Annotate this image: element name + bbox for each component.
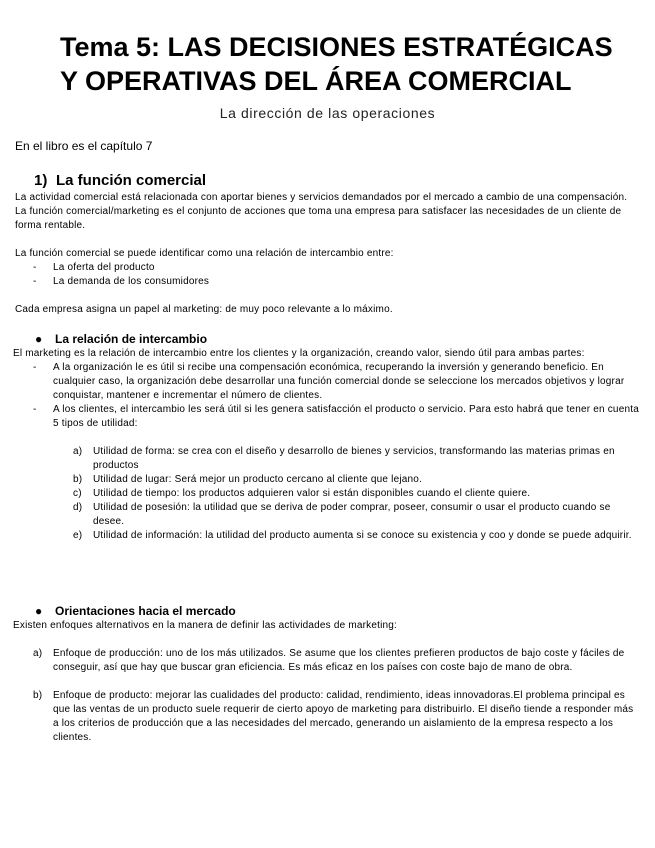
- list-item: - La oferta del producto: [33, 262, 155, 273]
- utility-types-list: [15, 445, 640, 543]
- list-item: a) Enfoque de producción: uno de los más utilizados. Se asume que los clientes prefieren productos de bajo coste y fáciles de conseguir, así que hay que buscar gran eficiencia. Es más eficaz en los países con coste bajo de mano de obra.: [33, 648, 625, 673]
- utility-beneficiaries-list: [15, 361, 640, 431]
- exchange-intro: La función comercial se puede identificar como una relación de intercambio entre:: [15, 248, 394, 259]
- section-orientaciones-mercado: [15, 604, 640, 745]
- document-subtitle: La dirección de las operaciones: [219, 105, 436, 121]
- subsection-intro: Existen enfoques alternativos en la manera de definir las actividades de marketing:: [13, 620, 398, 631]
- section-funcion-comercial: [15, 172, 640, 317]
- list-item: - A los clientes, el intercambio les será útil si les genera satisfacción el producto o servicio. Para esto habrá que tener en cuenta 5 tipos de utilidad:: [33, 404, 639, 429]
- list-item: - A la organización le es útil si recibe una compensación económica, recuperando la inversión y generando beneficio. En cualquier caso, la organización debe desarrollar una función comercial donde se seleccione los mercados objetivos y lograr conquistar, mantener e incrementar el número de clientes.: [33, 362, 625, 401]
- exchange-list: [15, 261, 640, 289]
- subsection-intro: El marketing es la relación de intercambio entre los clientes y la organización, creando valor, siendo útil para ambas partes:: [13, 348, 585, 359]
- market-orientations-list: [15, 647, 640, 745]
- chapter-note: En el libro es el capítulo 7: [15, 139, 153, 153]
- role-note: Cada empresa asigna un papel al marketing: de muy poco relevante a lo máximo.: [15, 304, 393, 315]
- dash-marker: -: [33, 404, 37, 415]
- dash-marker: -: [33, 362, 37, 373]
- subsection-heading-text: La relación de intercambio: [55, 332, 208, 346]
- section-intro: La actividad comercial está relacionada con aportar bienes y servicios demandados por el mercado a cambio de una compensación. La función comercial/marketing es el conjunto de acciones que toma una empresa para satisfacer las necesidades de un cliente de forma rentable.: [15, 192, 628, 231]
- document-title: [60, 30, 650, 98]
- list-item: b) Utilidad de lugar: Será mejor un producto cercano al cliente que lejano.: [73, 474, 423, 485]
- list-item: - La demanda de los consumidores: [33, 276, 210, 287]
- section-relacion-intercambio: [15, 332, 640, 543]
- subsection-heading-text: Orientaciones hacia el mercado: [55, 604, 236, 618]
- list-item: b) Enfoque de producto: mejorar las cualidades del producto: calidad, rendimiento, ideas innovadoras.El problema principal es que las ventas de un producto suele requerir de cierto apoyo de marketing para distribuirlo. El diseño tiende a responder más a los criterios de producción que a las necesidades del mercado, generando un aislamiento de la empresa respecto a los clientes.: [33, 690, 634, 743]
- list-item: d) Utilidad de posesión: la utilidad que se deriva de poder comprar, poseer, consumir o usar el producto cuando se desee.: [73, 502, 611, 527]
- section-heading-text: La función comercial: [56, 172, 207, 189]
- title-line-1: Tema 5: LAS DECISIONES ESTRATÉGICAS: [60, 32, 613, 62]
- subsection-heading: [15, 604, 640, 618]
- dash-marker: -: [33, 276, 37, 287]
- title-line-2: Y OPERATIVAS DEL ÁREA COMERCIAL: [60, 66, 572, 96]
- dash-marker: -: [33, 262, 37, 273]
- section-heading: [15, 172, 640, 189]
- bullet-icon: ●: [35, 332, 43, 346]
- list-item: a) Utilidad de forma: se crea con el diseño y desarrollo de bienes y servicios, transformando las materias primas en productos: [73, 446, 615, 471]
- section-number: 1): [34, 172, 48, 189]
- list-item: c) Utilidad de tiempo: los productos adquieren valor si están disponibles cuando el cliente quiere.: [73, 488, 531, 499]
- bullet-icon: ●: [35, 604, 43, 618]
- subsection-heading: [15, 332, 640, 346]
- list-item: e) Utilidad de información: la utilidad del producto aumenta si se conoce su existencia y coo y donde se puede adquirir.: [73, 530, 632, 541]
